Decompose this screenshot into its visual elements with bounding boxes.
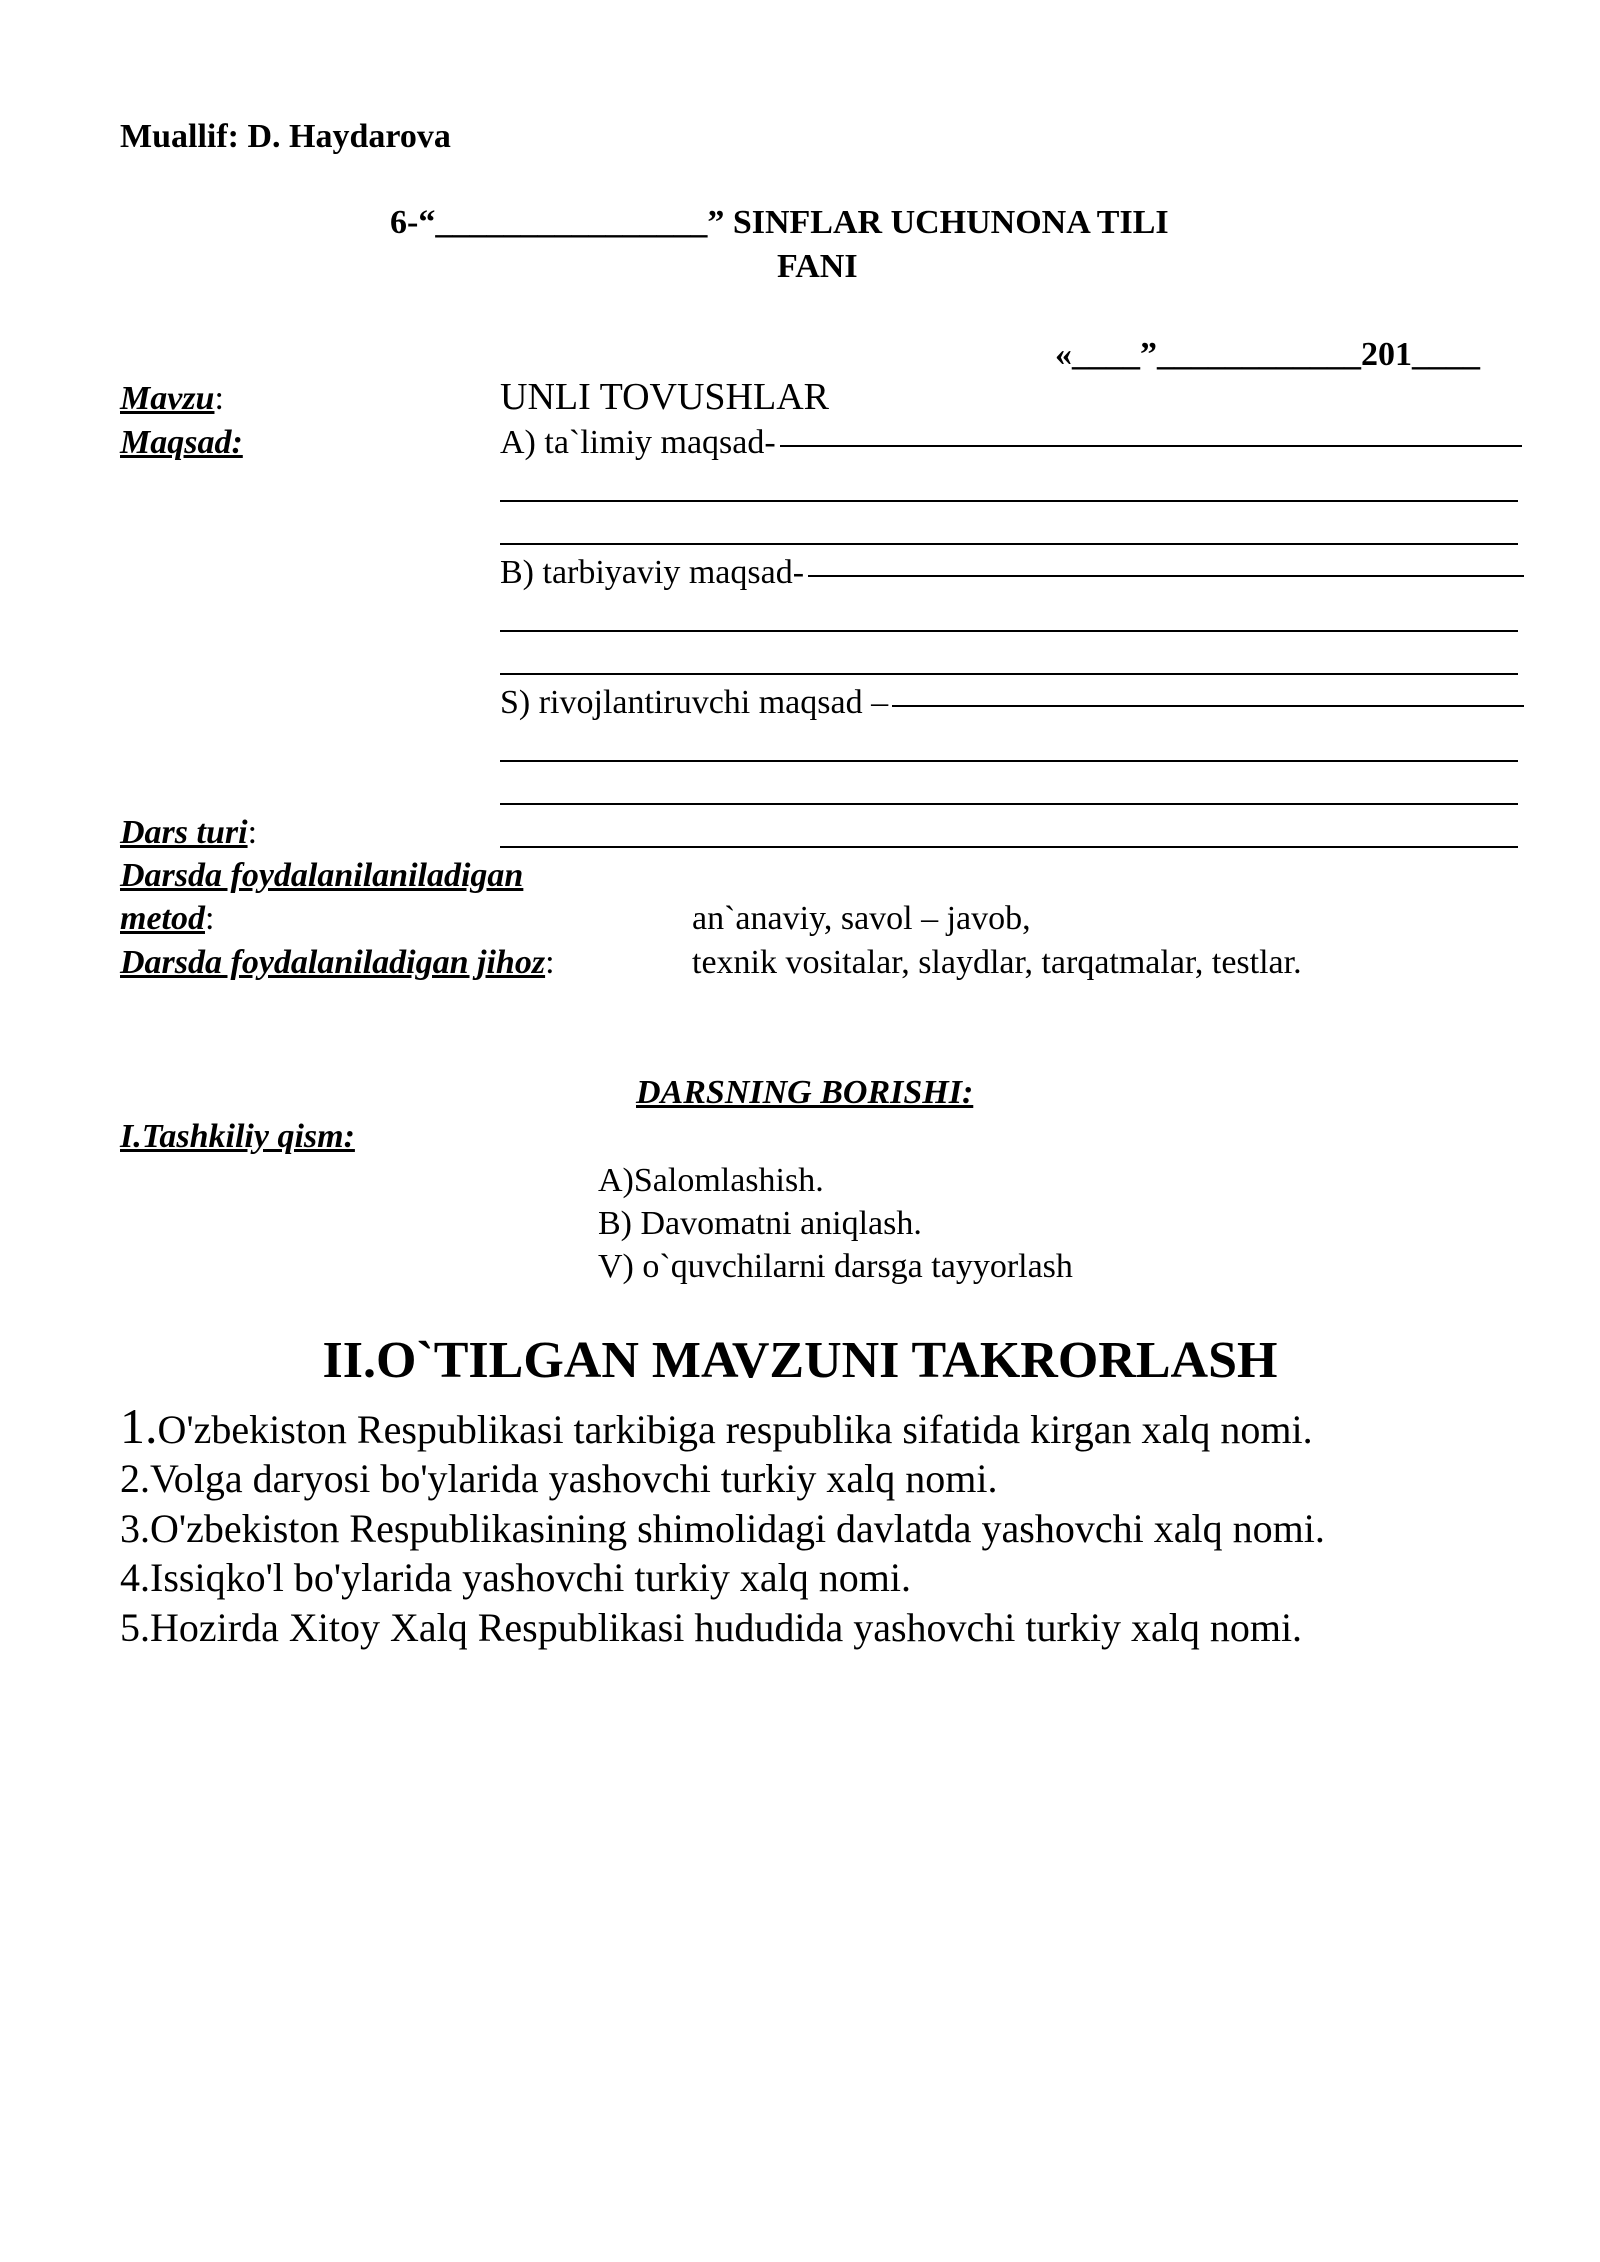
question-text: O'zbekiston Respublikasi tarkibiga respublika sifatida kirgan xalq nomi. [157, 1407, 1313, 1452]
dars-turi-label: Dars turi [120, 814, 248, 851]
jihoz-colon: : [545, 944, 555, 981]
maqsad-label: Maqsad: [120, 424, 243, 461]
mavzu-label-wrap [120, 378, 224, 420]
jihoz-label: Darsda foydalaniladigan jihoz [120, 944, 546, 981]
question-item [120, 1554, 911, 1602]
goal-a-row [500, 422, 1522, 464]
goal-b-fill-line [808, 575, 1524, 577]
date-day-blank: ____ [1072, 336, 1140, 373]
goal-a-blank-line-1 [500, 500, 1518, 502]
date-year-prefix: 201 [1361, 336, 1412, 373]
jihoz-value: texnik vositalar, slaydlar, tarqatmalar, testlar. [692, 944, 1302, 981]
class-prefix: 6-“ [390, 204, 436, 241]
goal-s-label: S) rivojlantiruvchi maqsad – [500, 684, 889, 721]
lesson-title: DARSNING BORISHI: [636, 1074, 974, 1111]
goal-s-blank-line-2 [500, 803, 1518, 805]
question-text: O'zbekiston Respublikasining shimolidagi davlatda yashovchi xalq nomi. [150, 1506, 1325, 1551]
goal-b-label: B) tarbiyaviy maqsad- [500, 554, 805, 591]
date-line [1055, 334, 1480, 376]
question-number: 3. [120, 1506, 150, 1551]
author-line: Muallif: D. Haydarova [120, 118, 451, 155]
goal-a-blank-line-2 [500, 543, 1518, 545]
date-close: ” [1140, 336, 1157, 373]
question-text: Hozirda Xitoy Xalq Respublikasi hududida yashovchi turkiy xalq nomi. [150, 1605, 1303, 1650]
metod-colon: : [204, 900, 215, 937]
goal-b-row [500, 552, 1524, 594]
section1-item: B) Davomatni aniqlash. [598, 1205, 922, 1242]
date-open: « [1055, 336, 1072, 373]
metod-value: an`anaviy, savol – javob, [692, 900, 1031, 937]
mavzu-colon: : [214, 380, 224, 417]
question-item [120, 1455, 997, 1503]
goal-a-fill-line [780, 445, 1522, 447]
section1-title: I.Tashkiliy qism: [120, 1118, 355, 1155]
date-month-blank: ____________ [1157, 336, 1361, 373]
dars-turi-colon: : [247, 814, 258, 851]
mavzu-value: UNLI TOVUSHLAR [500, 376, 829, 418]
date-year-blank: ____ [1412, 336, 1480, 373]
class-blank: ________________ [435, 204, 708, 241]
question-number: 2. [120, 1456, 150, 1501]
class-title [390, 202, 1169, 244]
jihoz-label-wrap [120, 942, 555, 984]
question-item [120, 1604, 1302, 1652]
question-text: Issiqko'l bo'ylarida yashovchi turkiy xalq nomi. [150, 1555, 911, 1600]
section1-item: A)Salomlashish. [598, 1162, 824, 1199]
question-number: 1. [120, 1398, 158, 1454]
mavzu-label: Mavzu [120, 380, 215, 417]
question-number: 5. [120, 1605, 150, 1650]
dars-turi-blank-line [500, 846, 1518, 848]
goal-a-label: A) ta`limiy maqsad- [500, 424, 776, 461]
metod-label-line2: metod [120, 900, 205, 937]
goal-s-blank-line-1 [500, 760, 1518, 762]
question-text: Volga daryosi bo'ylarida yashovchi turkiy xalq nomi. [150, 1456, 998, 1501]
dars-turi-label-wrap [120, 812, 257, 854]
class-suffix: ” SINFLAR UCHUNONA TILI [707, 204, 1169, 241]
goal-s-fill-line [892, 705, 1524, 707]
metod-label-line2-wrap [120, 898, 214, 940]
metod-label-line1: Darsda foydalanilaniladigan [120, 857, 524, 894]
subject-line: FANI [777, 248, 858, 285]
question-number: 4. [120, 1555, 150, 1600]
goal-b-blank-line-1 [500, 630, 1518, 632]
question-item [120, 1505, 1325, 1553]
goal-s-row [500, 682, 1524, 724]
section1-item: V) o`quvchilarni darsga tayyorlash [598, 1248, 1073, 1285]
goal-b-blank-line-2 [500, 673, 1518, 675]
question-item [120, 1398, 1313, 1454]
section2-title: II.O`TILGAN MAVZUNI TAKRORLASH [322, 1332, 1278, 1389]
